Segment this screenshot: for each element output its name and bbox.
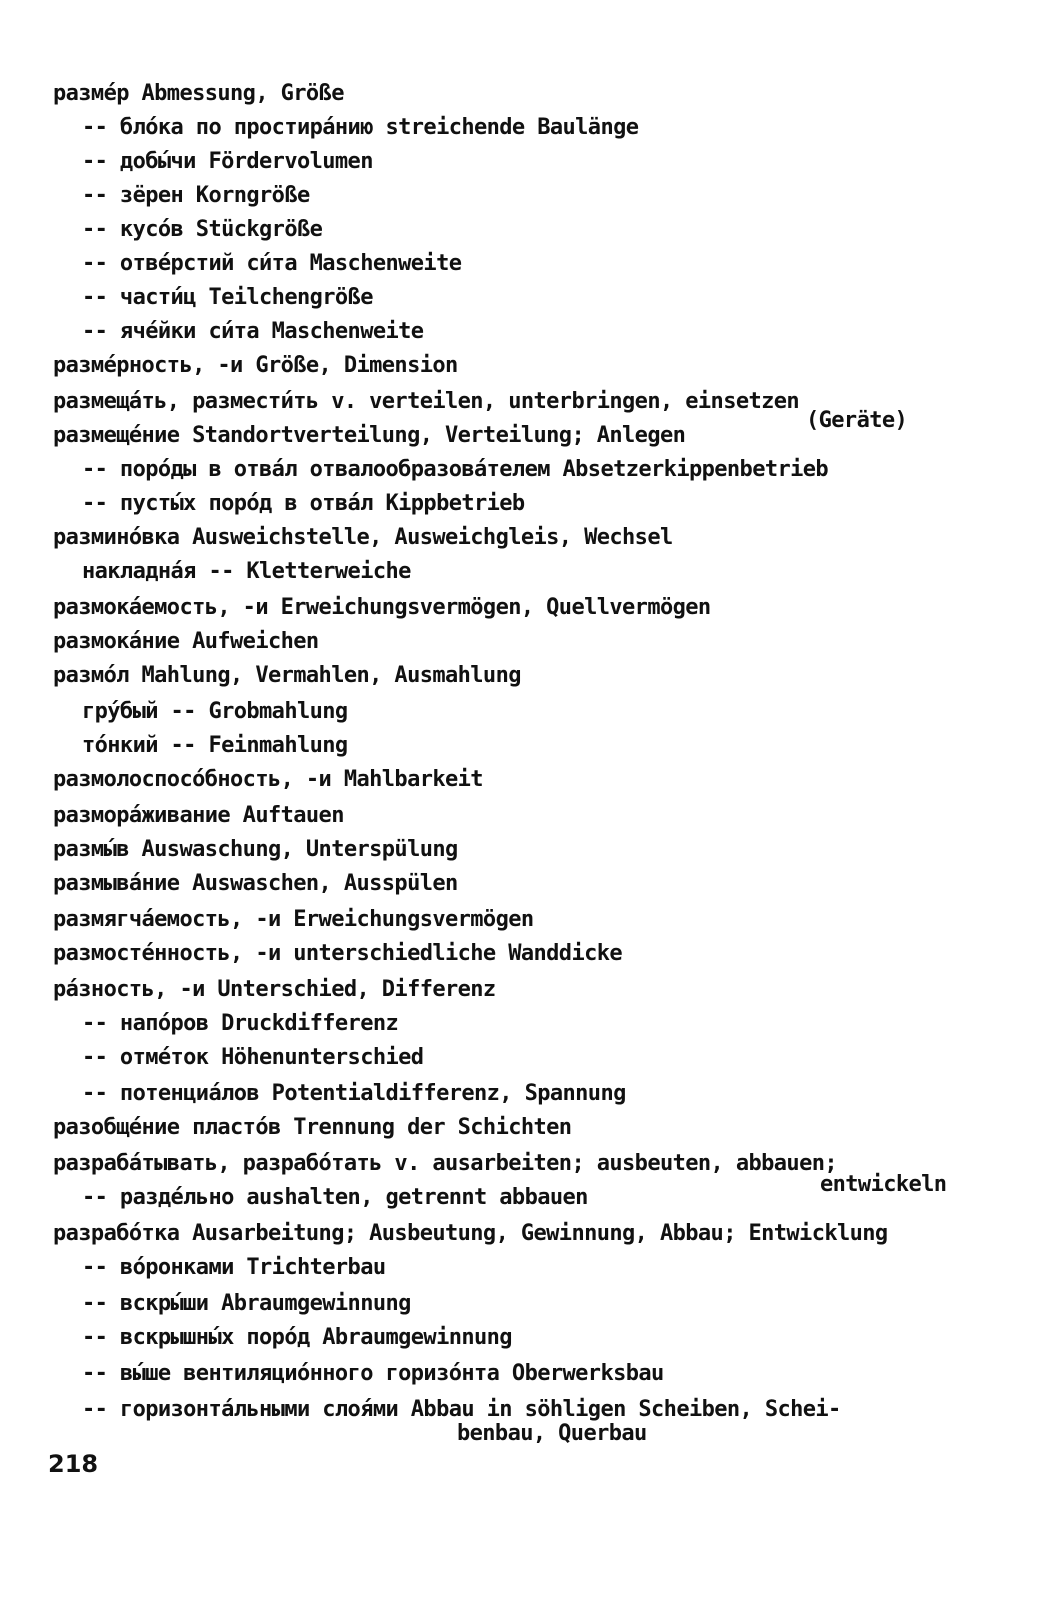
entry-line: -- пусты́х порóд в отвáл Kippbetrieb	[82, 491, 525, 516]
entry-line: разобщéние пластóв Trennung der Schichten	[53, 1115, 572, 1140]
entry-line: -- кусóв Stückgröße	[82, 217, 323, 242]
entry-line: -- потенциáлов Potentialdifferenz, Spannung	[82, 1081, 626, 1106]
page-number: 218	[48, 1450, 99, 1478]
entry-line: -- вóронками Trichterbau	[82, 1255, 386, 1280]
entry-line: размывáние Auswaschen, Ausspülen	[53, 871, 458, 896]
entry-line: накладнáя -- Kletterweiche	[82, 559, 411, 584]
entry-line: разморáживание Auftauen	[53, 803, 344, 828]
entry-line: -- отвéрстий си́та Maschenweite	[82, 251, 462, 276]
entry-line: -- зёрен Korngröße	[82, 183, 310, 208]
entry-line: размокáемость, -и Erweichungsvermögen, Quellvermögen	[53, 595, 711, 620]
entry-line: рáзность, -и Unterschied, Differenz	[53, 977, 496, 1002]
entry-line: разминóвка Ausweichstelle, Ausweichgleis, Wechsel	[53, 525, 673, 550]
entry-line: размóл Mahlung, Vermahlen, Ausmahlung	[53, 663, 521, 688]
entry-line: -- вы́ше вентиляциóнного горизóнта Oberwerksbau	[82, 1361, 664, 1386]
entry-line: разрабáтывать, разрабóтать v. ausarbeiten; ausbeuten, abbauen;	[53, 1151, 837, 1176]
entry-line: размягчáемость, -и Erweichungsvermögen	[53, 907, 534, 932]
entry-line: -- ячéйки си́та Maschenweite	[82, 319, 424, 344]
entry-line: размещáть, размести́ть v. verteilen, unterbringen, einsetzen	[53, 389, 800, 414]
entry-line: разрабóтка Ausarbeitung; Ausbeutung, Gewinnung, Abbau; Entwicklung	[53, 1221, 888, 1246]
entry-line: размéр Abmessung, Größe	[53, 81, 344, 106]
entry-line: -- раздéльно aushalten, getrennt abbauen	[82, 1185, 588, 1210]
entry-line: -- порóды в отвáл отвалообразовáтелем Absetzerkippenbetrieb	[82, 457, 829, 482]
entry-line: размостéнность, -и unterschiedliche Wanddicke	[53, 941, 623, 966]
entry-line: benbau, Querbau	[457, 1421, 647, 1446]
entry-line: -- вскрышны́х порóд Abraumgewinnung	[82, 1325, 512, 1350]
entry-line: размы́в Auswaschung, Unterspülung	[53, 837, 458, 862]
entry-line: -- отмéток Höhenunterschied	[82, 1045, 424, 1070]
entry-line: -- части́ц Teilchengröße	[82, 285, 373, 310]
entry-line: -- напóров Druckdifferenz	[82, 1011, 399, 1036]
entry-line: размéрность, -и Größe, Dimension	[53, 353, 458, 378]
entry-line: грýбый -- Grobmahlung	[82, 699, 348, 724]
entry-note: (Geräte)	[806, 408, 908, 433]
entry-line: размокáние Aufweichen	[53, 629, 319, 654]
entry-line: размолоспосóбность, -и Mahlbarkeit	[53, 767, 483, 792]
entry-line: -- добы́чи Fördervolumen	[82, 149, 373, 174]
entry-line: -- горизонтáльными слоя́ми Abbau in söhligen Scheiben, Schei-	[82, 1397, 841, 1422]
entry-line: размещéние Standortverteilung, Verteilung; Anlegen	[53, 423, 686, 448]
entry-line: -- блóка по простирáнию streichende Baulänge	[82, 115, 639, 140]
entry-line: тóнкий -- Feinmahlung	[82, 733, 348, 758]
entry-note: entwickeln	[820, 1172, 947, 1197]
entry-line: -- вскры́ши Abraumgewinnung	[82, 1291, 411, 1316]
